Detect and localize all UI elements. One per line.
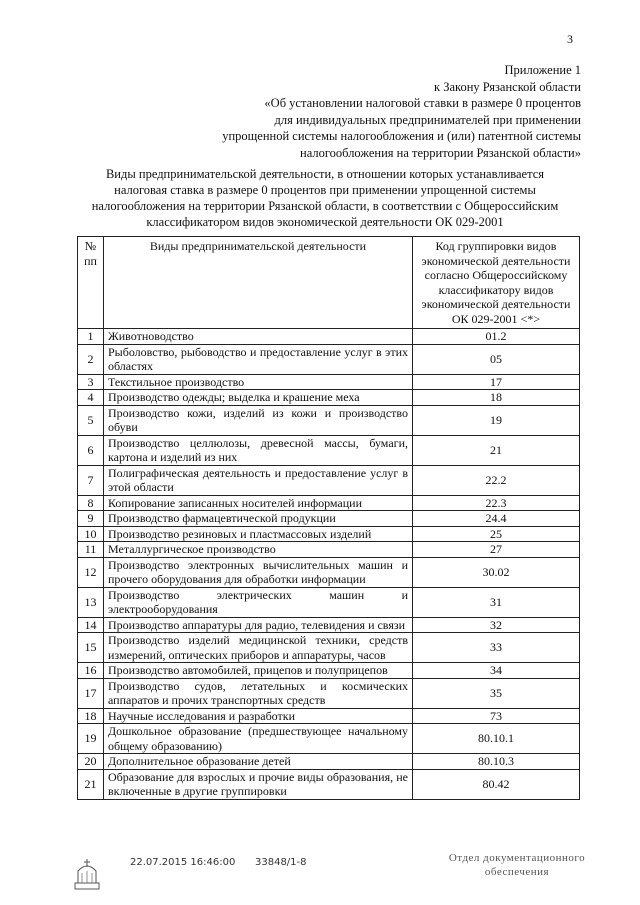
row-activity: Производство электрических машин и электрооборудования (104, 587, 413, 617)
row-activity: Производство кожи, изделий из кожи и производство обуви (104, 405, 413, 435)
row-code: 17 (413, 374, 580, 390)
row-activity: Производство изделий медицинской техники, средств измерений, оптических приборов и аппаратуры, часов (104, 633, 413, 663)
row-number: 1 (78, 329, 104, 345)
header-code: Код группировки видов экономической деятельности согласно Общероссийскому классификатору видов экономической деятельности ОК 029-2001 <*> (413, 237, 580, 329)
header-activity: Виды предпринимательской деятельности (104, 237, 413, 329)
table-row (78, 495, 580, 511)
department-stamp (432, 851, 602, 879)
row-activity: Производство одежды; выделка и крашение меха (104, 390, 413, 406)
row-number: 18 (78, 708, 104, 724)
row-activity: Полиграфическая деятельность и предоставление услуг в этой области (104, 465, 413, 495)
row-number: 3 (78, 374, 104, 390)
appendix-line: упрощенной системы налогообложения и (или) патентной системы (222, 129, 581, 143)
row-code: 19 (413, 405, 580, 435)
document-title (80, 166, 570, 230)
row-number: 8 (78, 495, 104, 511)
row-code: 80.10.1 (413, 724, 580, 754)
row-code: 18 (413, 390, 580, 406)
table-row (78, 390, 580, 406)
row-activity: Рыболовство, рыбоводство и предоставление услуг в этих областях (104, 344, 413, 374)
row-number: 5 (78, 405, 104, 435)
appendix-line: налогообложения на территории Рязанской области» (300, 145, 581, 160)
table-row (78, 633, 580, 663)
appendix-line: для индивидуальных предпринимателей при применении (274, 112, 581, 127)
coat-of-arms-icon (72, 855, 102, 891)
table-row (78, 678, 580, 708)
row-code: 21 (413, 435, 580, 465)
table-row (78, 374, 580, 390)
row-activity: Образование для взрослых и прочие виды образования, не включенные в другие группировки (104, 769, 413, 799)
appendix-line: «Об установлении налоговой ставки в размере 0 процентов (264, 96, 581, 110)
table-body (78, 329, 580, 800)
table-row (78, 465, 580, 495)
row-code: 27 (413, 542, 580, 558)
appendix-line: Приложение 1 (504, 63, 581, 77)
table-row (78, 542, 580, 558)
table-row (78, 344, 580, 374)
row-activity: Производство резиновых и пластмассовых изделий (104, 526, 413, 542)
row-number: 6 (78, 435, 104, 465)
row-number: 7 (78, 465, 104, 495)
table-row (78, 663, 580, 679)
row-number: 4 (78, 390, 104, 406)
row-code: 35 (413, 678, 580, 708)
appendix-line: к Закону Рязанской области (434, 79, 581, 94)
row-code: 01.2 (413, 329, 580, 345)
row-code: 05 (413, 344, 580, 374)
table-row (78, 587, 580, 617)
stamp-line: обеспечения (484, 866, 550, 878)
title-line: налогообложения на территории Рязанской области, в соответствии с Общероссийским (91, 199, 559, 213)
footer-date: 22.07.2015 16:46:00 (130, 857, 236, 868)
row-activity: Дошкольное образование (предшествующее начальному общему образованию) (104, 724, 413, 754)
page-number: 3 (567, 32, 573, 46)
row-number: 10 (78, 526, 104, 542)
row-code: 24.4 (413, 511, 580, 527)
table-row (78, 405, 580, 435)
row-code: 22.3 (413, 495, 580, 511)
row-activity: Копирование записанных носителей информации (104, 495, 413, 511)
row-code: 80.42 (413, 769, 580, 799)
row-code: 33 (413, 633, 580, 663)
row-number: 2 (78, 344, 104, 374)
row-activity: Металлургическое производство (104, 542, 413, 558)
row-code: 31 (413, 587, 580, 617)
row-code: 80.10.3 (413, 754, 580, 770)
row-number: 20 (78, 754, 104, 770)
footer-reg-number: 33848/1-8 (255, 857, 307, 868)
row-code: 73 (413, 708, 580, 724)
table-row (78, 708, 580, 724)
title-line: налоговая ставка в размере 0 процентов при применении упрощенной системы (114, 183, 536, 197)
stamp-line: Отдел документационного (448, 852, 586, 864)
row-code: 30.02 (413, 557, 580, 587)
table-row (78, 724, 580, 754)
row-number: 14 (78, 617, 104, 633)
table-row (78, 329, 580, 345)
title-line: Виды предпринимательской деятельности, в отношении которых устанавливается (105, 167, 545, 181)
row-number: 15 (78, 633, 104, 663)
row-number: 12 (78, 557, 104, 587)
row-activity: Дополнительное образование детей (104, 754, 413, 770)
row-code: 34 (413, 663, 580, 679)
row-code: 32 (413, 617, 580, 633)
table-row (78, 754, 580, 770)
table-row (78, 511, 580, 527)
table-header-row (78, 237, 580, 329)
header-num: № пп (78, 237, 104, 329)
activities-table (77, 236, 580, 800)
appendix-header (222, 62, 581, 161)
row-activity: Производство электронных вычислительных машин и прочего оборудования для обработки информации (104, 557, 413, 587)
row-code: 22.2 (413, 465, 580, 495)
row-activity: Текстильное производство (104, 374, 413, 390)
row-activity: Производство целлюлозы, древесной массы, бумаги, картона и изделий из них (104, 435, 413, 465)
table-row (78, 769, 580, 799)
table-row (78, 617, 580, 633)
row-number: 19 (78, 724, 104, 754)
table-row (78, 557, 580, 587)
row-activity: Производство аппаратуры для радио, телевидения и связи (104, 617, 413, 633)
row-number: 16 (78, 663, 104, 679)
row-number: 11 (78, 542, 104, 558)
row-number: 17 (78, 678, 104, 708)
footer (0, 853, 640, 893)
table-row (78, 435, 580, 465)
row-number: 9 (78, 511, 104, 527)
row-activity: Животноводство (104, 329, 413, 345)
row-activity: Производство фармацевтической продукции (104, 511, 413, 527)
row-number: 13 (78, 587, 104, 617)
row-activity: Научные исследования и разработки (104, 708, 413, 724)
row-code: 25 (413, 526, 580, 542)
row-activity: Производство автомобилей, прицепов и полуприцепов (104, 663, 413, 679)
table-row (78, 526, 580, 542)
row-number: 21 (78, 769, 104, 799)
title-line: классификатором видов экономической деятельности ОК 029-2001 (146, 215, 504, 229)
row-activity: Производство судов, летательных и космических аппаратов и прочих транспортных средств (104, 678, 413, 708)
